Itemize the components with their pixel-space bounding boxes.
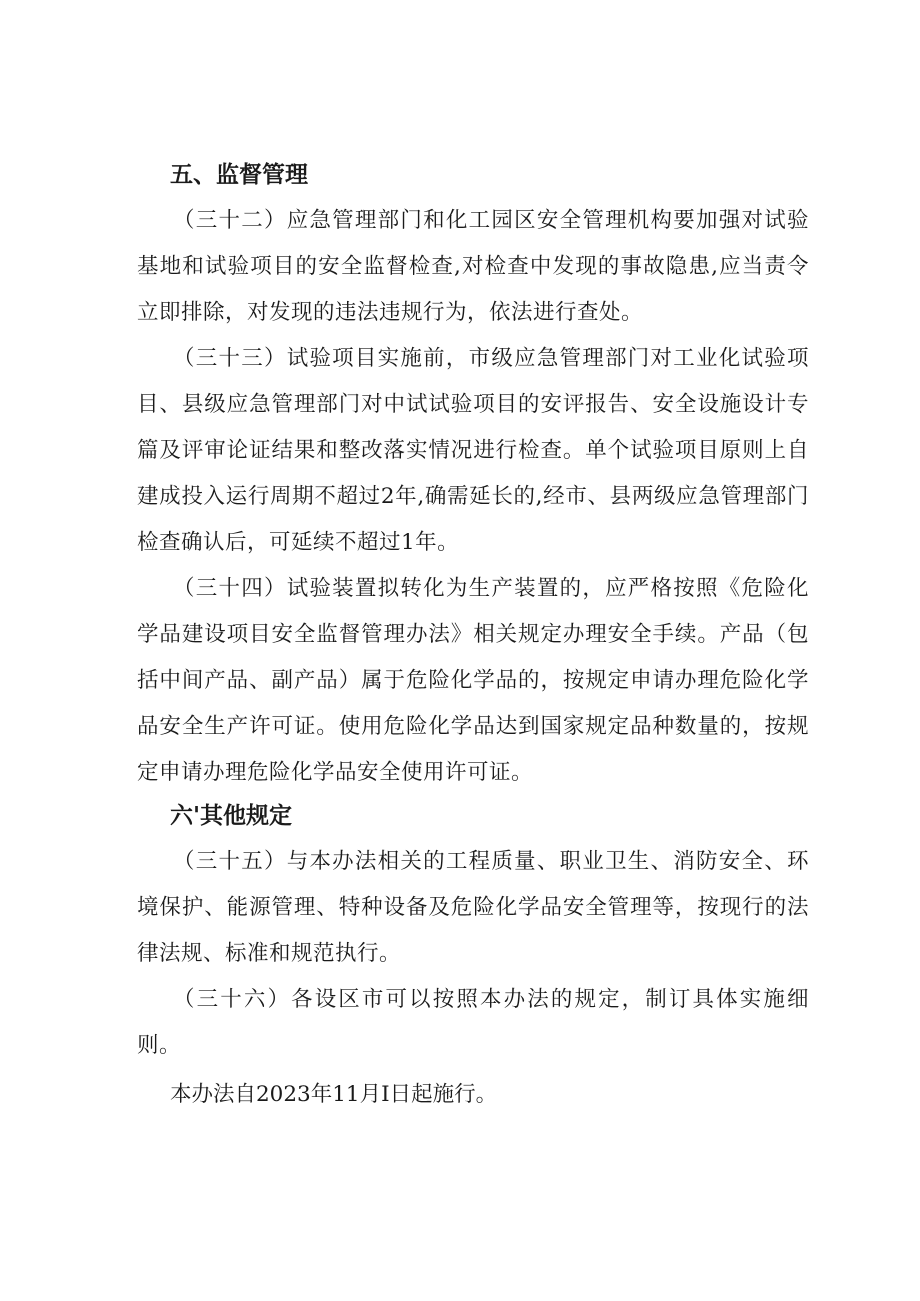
paragraph-article-34: （三十四）试验装置拟转化为生产装置的，应严格按照《危险化学品建设项目安全监督管理办法》相关规定办理安全手续。产品（包括中间产品、副产品）属于危险化学品的，按规定申请办理危险化学品安全生产许可证。使用危险化学品达到国家规定品种数量的，按规定申请办理危险化学品安全使用许可证。 (137, 576, 809, 785)
paragraph-article-33: （三十三）试验项目实施前，市级应急管理部门对工业化试验项目、县级应急管理部门对中试试验项目的安评报告、安全设施设计专篇及评审论证结果和整改落实情况进行检查。单个试验项目原则上自建成投入运行周期不超过2年,确需延长的,经市、县两级应急管理部门检查确认后，可延续不超过1年。 (137, 346, 809, 555)
paragraph-article-35: （三十五）与本办法相关的工程质量、职业卫生、消防安全、环境保护、能源管理、特种设备及危险化学品安全管理等，按现行的法律法规、标准和规范执行。 (137, 849, 809, 966)
section-heading-supervision: 五、监督管理 (170, 162, 308, 188)
section-heading-other-provisions: 六'其他规定 (170, 803, 293, 829)
effective-date-statement: 本办法自2023年11月I日起施行。 (170, 1082, 498, 1107)
paragraph-article-32: （三十二）应急管理部门和化工园区安全管理机构要加强对试验基地和试验项目的安全监督检查,对检查中发现的事故隐患,应当责令立即排除，对发现的违法违规行为，依法进行查处。 (137, 208, 809, 325)
paragraph-article-36: （三十六）各设区市可以按照本办法的规定，制订具体实施细则。 (137, 987, 809, 1058)
